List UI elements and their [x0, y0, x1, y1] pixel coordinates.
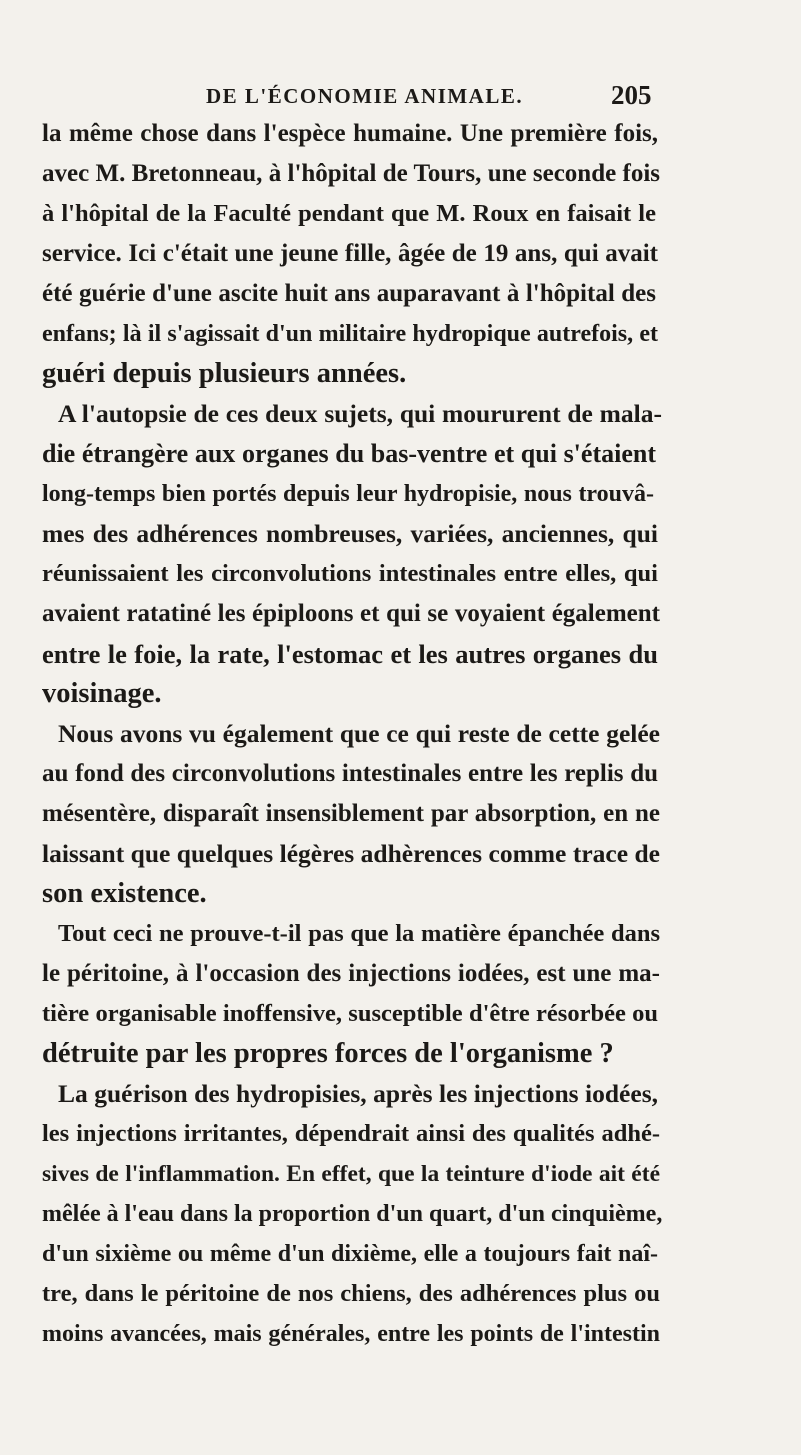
text-line: die étrangère aux organes du bas-ventre et qui s'étaient	[42, 439, 656, 468]
text-line: La guérison des hydropisies, après les injections iodées,	[58, 1079, 658, 1108]
text-line: à l'hôpital de la Faculté pendant que M. Roux en faisait le	[42, 200, 656, 227]
text-line: entre le foie, la rate, l'estomac et les autres organes du	[42, 639, 658, 669]
running-title: DE L'ÉCONOMIE ANIMALE.	[206, 84, 524, 108]
text-line: le péritoine, à l'occasion des injections iodées, est une ma-	[42, 960, 660, 987]
text-line: tre, dans le péritoine de nos chiens, des adhérences plus ou	[42, 1280, 660, 1307]
text-line: au fond des circonvolutions intestinales entre les replis du	[42, 760, 658, 787]
text-line: Nous avons vu également que ce qui reste de cette gelée	[58, 719, 660, 748]
text-line: A l'autopsie de ces deux sujets, qui moururent de mala-	[58, 399, 662, 428]
text-line: été guérie d'une ascite huit ans auparavant à l'hôpital des	[42, 280, 656, 307]
page-number: 205	[611, 80, 652, 110]
text-line: avec M. Bretonneau, à l'hôpital de Tours, une seconde fois	[42, 160, 660, 187]
text-line: son existence.	[42, 878, 207, 909]
page-header	[0, 80, 801, 114]
text-line: mes des adhérences nombreuses, variées, anciennes, qui	[42, 519, 658, 548]
text-line: sives de l'inflammation. En effet, que la teinture d'iode ait été	[42, 1161, 660, 1187]
text-line: la même chose dans l'espèce humaine. Une première fois,	[42, 120, 658, 147]
text-line: guéri depuis plusieurs années.	[42, 358, 407, 389]
text-line: long-temps bien portés depuis leur hydropisie, nous trouvâ-	[42, 481, 654, 507]
text-line: laissant que quelques légères adhèrences comme trace de	[42, 839, 660, 868]
text-line: réunissaient les circonvolutions intestinales entre elles, qui	[42, 560, 658, 587]
text-line: avaient ratatiné les épiploons et qui se voyaient également	[42, 600, 660, 627]
text-line: mésentère, disparaît insensiblement par absorption, en ne	[42, 800, 660, 827]
text-line: détruite par les propres forces de l'organisme ?	[42, 1038, 614, 1069]
text-line: enfans; là il s'agissait d'un militaire hydropique autrefois, et	[42, 321, 658, 347]
text-line: mêlée à l'eau dans la proportion d'un quart, d'un cinquième,	[42, 1201, 663, 1227]
text-line: voisinage.	[42, 678, 162, 709]
text-line: d'un sixième ou même d'un dixième, elle a toujours fait naî-	[42, 1241, 658, 1267]
text-line: tière organisable inoffensive, susceptible d'être résorbée ou	[42, 1000, 658, 1027]
text-line: moins avancées, mais générales, entre les points de l'intestin	[42, 1321, 660, 1347]
text-line: service. Ici c'était une jeune fille, âgée de 19 ans, qui avait	[42, 240, 658, 267]
text-line: les injections irritantes, dépendrait ainsi des qualités adhé-	[42, 1120, 660, 1147]
text-line: Tout ceci ne prouve-t-il pas que la matière épanchée dans	[58, 920, 660, 947]
